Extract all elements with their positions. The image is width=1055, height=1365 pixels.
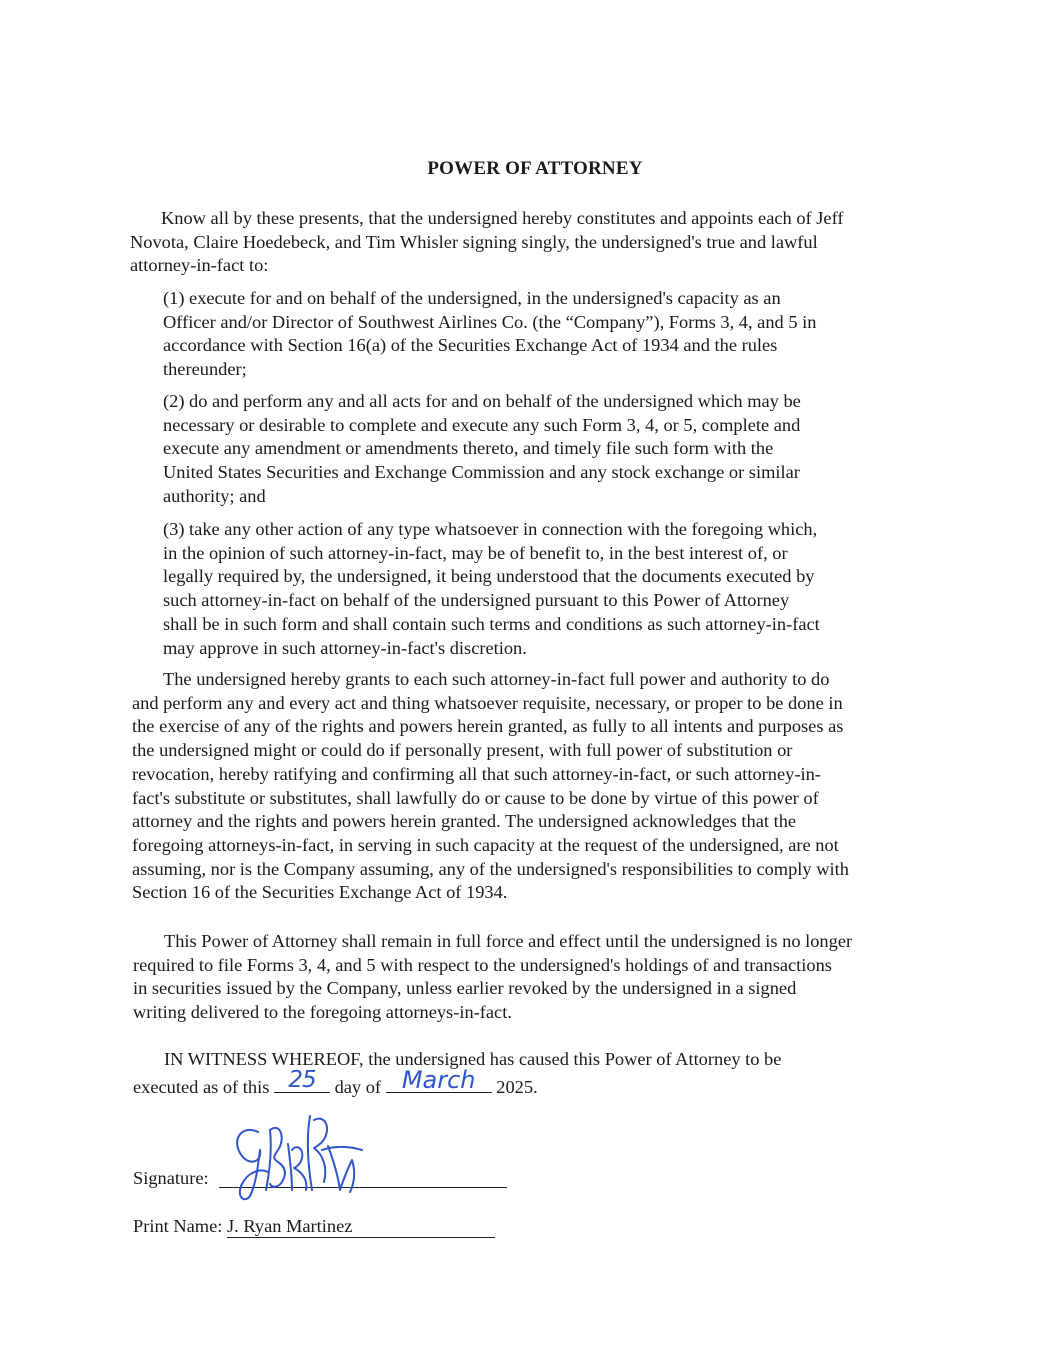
intro-line: Know all by these presents, that the undersigned hereby constitutes and appoints each of Jeff <box>161 208 844 228</box>
duration-line: required to file Forms 3, 4, and 5 with respect to the undersigned's holdings of and transactions <box>133 954 832 975</box>
witness-line: IN WITNESS WHEREOF, the undersigned has caused this Power of Attorney to be <box>164 1049 782 1069</box>
duration-paragraph <box>133 930 852 1025</box>
grant-line: fact's substitute or substitutes, shall lawfully do or cause to be done by virtue of this power of <box>132 787 819 808</box>
item-1-line: thereunder; <box>163 359 247 380</box>
print-name-row <box>133 1216 495 1238</box>
handwritten-signature <box>222 1110 372 1205</box>
item-3-line: legally required by, the undersigned, it being understood that the documents executed by <box>163 566 815 587</box>
witness-prefix: executed as of this <box>133 1076 270 1097</box>
signature-label: Signature: <box>133 1168 209 1188</box>
grant-line: Section 16 of the Securities Exchange Act of 1934. <box>132 882 508 903</box>
intro-line: attorney-in-fact to: <box>130 255 269 276</box>
item-2-paragraph <box>163 390 801 509</box>
grant-line: assuming, nor is the Company assuming, any of the undersigned's responsibilities to comply with <box>132 858 849 879</box>
item-3-line: (3) take any other action of any type whatsoever in connection with the foregoing which, <box>163 519 818 539</box>
print-name-value: J. Ryan Martinez <box>227 1216 495 1238</box>
item-2-line: (2) do and perform any and all acts for and on behalf of the undersigned which may be <box>163 391 801 411</box>
witness-date-line <box>133 1066 781 1100</box>
month-field <box>386 1066 492 1094</box>
item-1-line: Officer and/or Director of Southwest Airlines Co. (the “Company”), Forms 3, 4, and 5 in <box>163 311 817 332</box>
grant-line: the undersigned might or could do if personally present, with full power of substitution or <box>132 740 793 761</box>
duration-line: This Power of Attorney shall remain in full force and effect until the undersigned is no longer <box>164 931 853 951</box>
intro-line: Novota, Claire Hoedebeck, and Tim Whisler signing singly, the undersigned's true and lawful <box>130 231 818 252</box>
item-1-paragraph <box>163 287 816 382</box>
document-title: POWER OF ATTORNEY <box>427 158 643 179</box>
item-1-line: accordance with Section 16(a) of the Securities Exchange Act of 1934 and the rules <box>163 335 778 356</box>
item-2-line: necessary or desirable to complete and execute any such Form 3, 4, or 5, complete and <box>163 414 801 435</box>
item-3-line: such attorney-in-fact on behalf of the undersigned pursuant to this Power of Attorney <box>163 590 790 611</box>
grant-line: foregoing attorneys-in-fact, in serving in such capacity at the request of the undersigned, are not <box>132 834 839 855</box>
item-1-line: (1) execute for and on behalf of the undersigned, in the undersigned's capacity as an <box>163 288 781 308</box>
grant-line: revocation, hereby ratifying and confirming all that such attorney-in-fact, or such attorney-in- <box>132 763 821 784</box>
grant-paragraph <box>132 668 849 905</box>
item-2-line: execute any amendment or amendments thereto, and timely file such form with the <box>163 438 774 459</box>
intro-paragraph <box>130 207 843 278</box>
grant-line: and perform any and every act and thing whatsoever requisite, necessary, or proper to be done in <box>132 692 843 713</box>
item-3-line: in the opinion of such attorney-in-fact, may be of benefit to, in the best interest of, or <box>163 542 788 563</box>
handwritten-month: March <box>401 1066 476 1094</box>
witness-year: 2025. <box>496 1076 538 1097</box>
item-3-paragraph <box>163 518 820 660</box>
duration-line: writing delivered to the foregoing attorneys-in-fact. <box>133 1002 512 1023</box>
item-3-line: may approve in such attorney-in-fact's discretion. <box>163 637 527 658</box>
grant-line: The undersigned hereby grants to each such attorney-in-fact full power and authority to do <box>163 669 830 689</box>
duration-line: in securities issued by the Company, unless earlier revoked by the undersigned in a signed <box>133 978 797 999</box>
item-2-line: United States Securities and Exchange Commission and any stock exchange or similar <box>163 462 800 483</box>
witness-paragraph <box>133 1048 781 1099</box>
witness-mid: day of <box>334 1076 382 1097</box>
handwritten-day: 25 <box>288 1067 316 1093</box>
item-2-line: authority; and <box>163 485 266 506</box>
print-name-label: Print Name: <box>133 1216 223 1236</box>
grant-line: the exercise of any of the rights and powers herein granted, as fully to all intents and purposes as <box>132 716 844 737</box>
grant-line: attorney and the rights and powers herein granted. The undersigned acknowledges that the <box>132 811 797 832</box>
day-field <box>274 1067 330 1093</box>
item-3-line: shall be in such form and shall contain such terms and conditions as such attorney-in-fact <box>163 613 820 634</box>
